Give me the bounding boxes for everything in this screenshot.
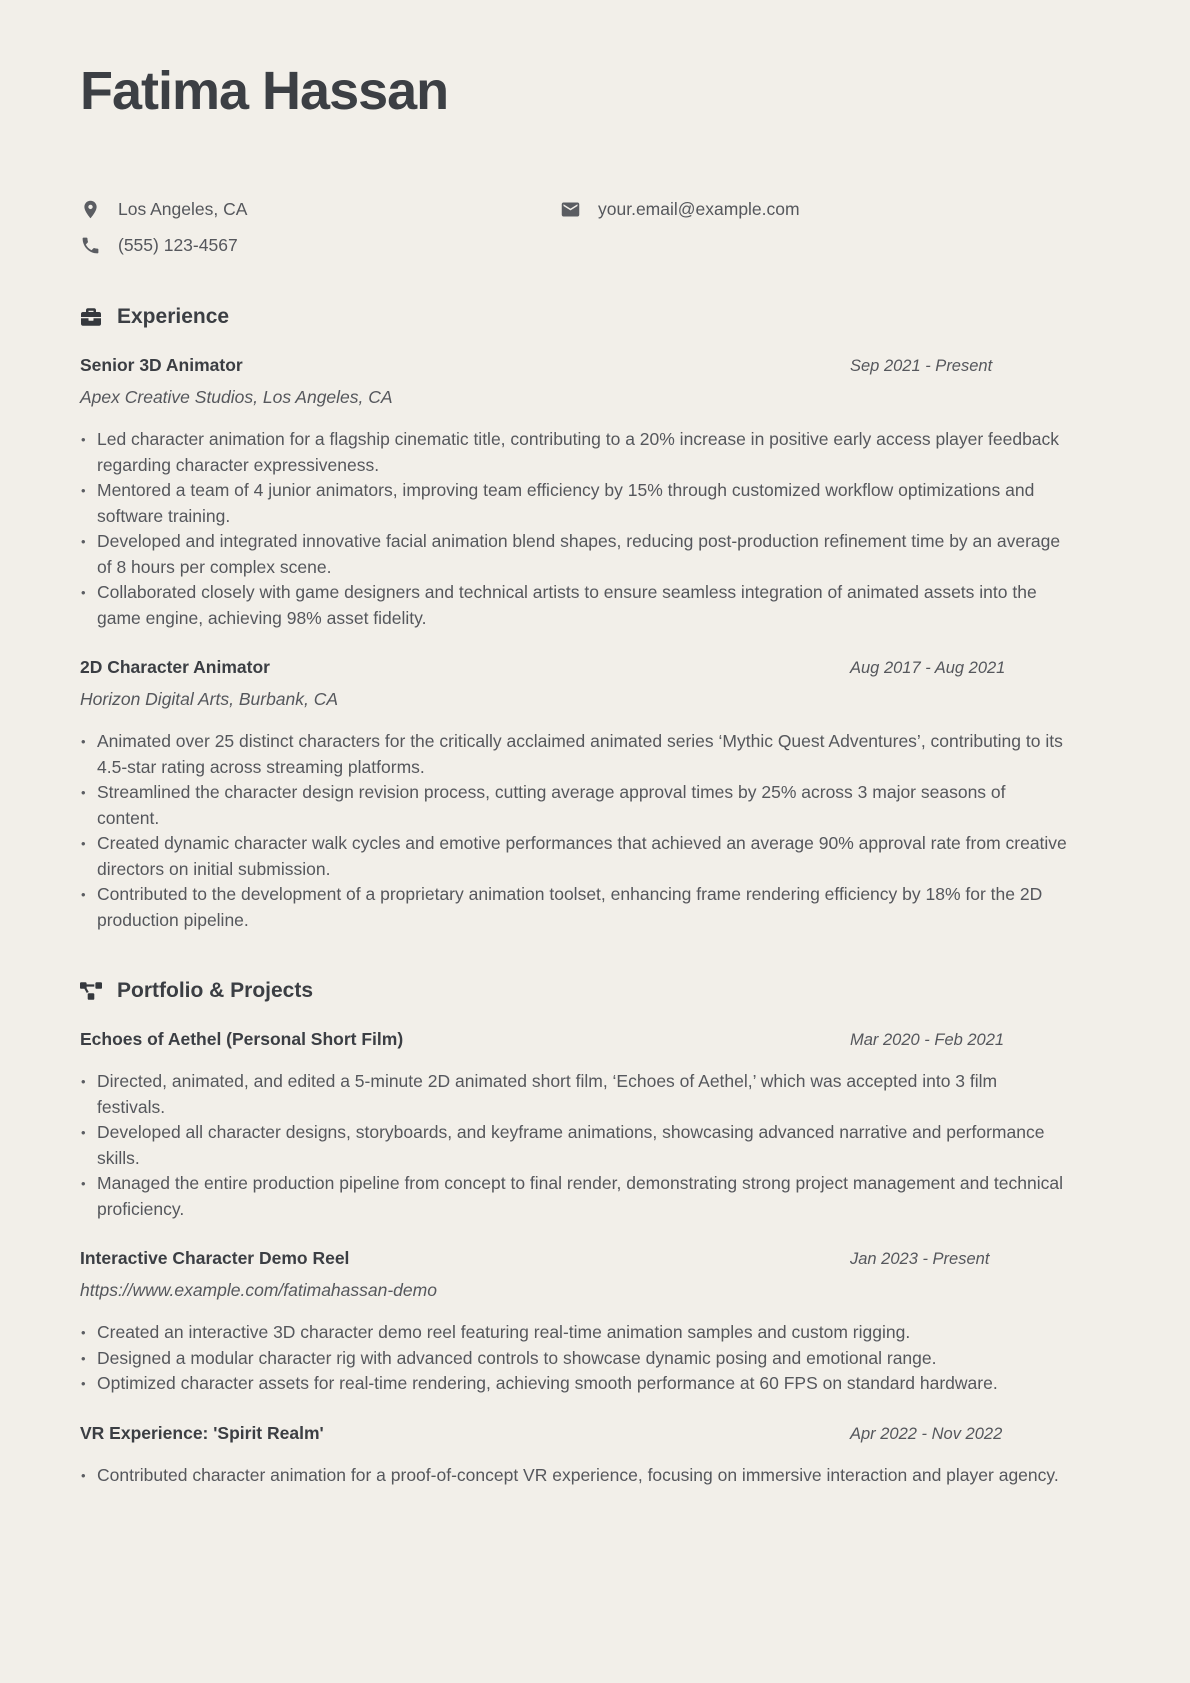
entry-date: Aug 2017 - Aug 2021 [850,659,1006,678]
bullet-item: • Developed and integrated innovative facial animation blend shapes, reducing post-production refinement time by an average of 8 hours per complex scene. [80,529,1067,580]
bullet-list [80,1320,1067,1397]
bullet-list [80,729,1067,933]
entry-date: Jan 2023 - Present [850,1250,990,1269]
entry-date: Mar 2020 - Feb 2021 [850,1031,1005,1050]
contact-location [80,195,560,223]
contact-email-text: your.email@example.com [598,198,800,219]
entry [80,1248,1067,1397]
section-header [80,305,1067,329]
contact-info [80,195,1067,259]
entry-header [80,657,1067,678]
bullet-item: • Managed the entire production pipeline from concept to final render, demonstrating strong project management and technical proficiency. [80,1171,1067,1222]
section-header [80,979,1067,1003]
bullet-item: • Designed a modular character rig with advanced controls to showcase dynamic posing and emotional range. [80,1346,1067,1372]
entry-date: Sep 2021 - Present [850,357,993,376]
project-diagram-icon [80,981,102,1001]
entry [80,1423,1067,1489]
bullet-item: • Created an interactive 3D character demo reel featuring real-time animation samples and custom rigging. [80,1320,1067,1346]
entry-header [80,1423,1067,1444]
entry [80,657,1067,933]
entry [80,355,1067,631]
entry-subtitle: https://www.example.com/fatimahassan-demo [80,1280,437,1301]
bullet-item: • Streamlined the character design revision process, cutting average approval times by 25% across 3 major seasons of content. [80,780,1067,831]
entry-date: Apr 2022 - Nov 2022 [850,1424,1003,1443]
entry-title: Interactive Character Demo Reel [80,1248,350,1269]
bullet-list [80,1069,1067,1222]
bullet-item: • Mentored a team of 4 junior animators, improving team efficiency by 15% through customized workflow optimizations and software training. [80,478,1067,529]
section-title: Experience [117,305,230,329]
entry [80,1029,1067,1222]
entry-header [80,355,1067,376]
briefcase-icon [80,307,102,327]
person-name: Fatima Hassan [80,61,449,121]
location-pin-icon [80,199,101,220]
bullet-item: • Contributed character animation for a proof-of-concept VR experience, focusing on immersive interaction and player agency. [80,1463,1067,1489]
bullet-item: • Created dynamic character walk cycles and emotive performances that achieved an average 90% approval rate from creative directors on initial submission. [80,831,1067,882]
resume-sections [80,305,1067,1488]
bullet-list [80,427,1067,631]
bullet-item: • Animated over 25 distinct characters for the critically acclaimed animated series ‘Mythic Quest Adventures’, contributing to its 4.5-star rating across streaming platforms. [80,729,1067,780]
bullet-item: • Led character animation for a flagship cinematic title, contributing to a 20% increase in positive early access player feedback regarding character expressiveness. [80,427,1067,478]
envelope-icon [560,199,581,220]
contact-location-text: Los Angeles, CA [118,198,248,219]
entry-title: 2D Character Animator [80,657,270,678]
entry-subtitle: Apex Creative Studios, Los Angeles, CA [80,387,393,408]
phone-icon [80,235,101,256]
entry-header [80,1029,1067,1050]
contact-email [560,195,1067,223]
bullet-item: • Developed all character designs, storyboards, and keyframe animations, showcasing advanced narrative and performance skills. [80,1120,1067,1171]
section-portfolio-projects [80,979,1067,1488]
contact-phone [80,231,560,259]
entry-title: Senior 3D Animator [80,355,243,376]
entry-header [80,1248,1067,1269]
entry-title: VR Experience: 'Spirit Realm' [80,1422,324,1443]
bullet-item: • Optimized character assets for real-time rendering, achieving smooth performance at 60 FPS on standard hardware. [80,1371,1067,1397]
bullet-list [80,1463,1067,1489]
entry-title: Echoes of Aethel (Personal Short Film) [80,1029,404,1050]
bullet-item: • Directed, animated, and edited a 5-minute 2D animated short film, ‘Echoes of Aethel,’ which was accepted into 3 film festivals. [80,1069,1067,1120]
contact-phone-text: (555) 123-4567 [118,234,238,255]
bullet-item: • Contributed to the development of a proprietary animation toolset, enhancing frame rendering efficiency by 18% for the 2D production pipeline. [80,882,1067,933]
section-experience [80,305,1067,933]
section-title: Portfolio & Projects [117,979,314,1003]
entry-subtitle: Horizon Digital Arts, Burbank, CA [80,689,339,710]
bullet-item: • Collaborated closely with game designers and technical artists to ensure seamless integration of animated assets into the game engine, achieving 98% asset fidelity. [80,580,1067,631]
